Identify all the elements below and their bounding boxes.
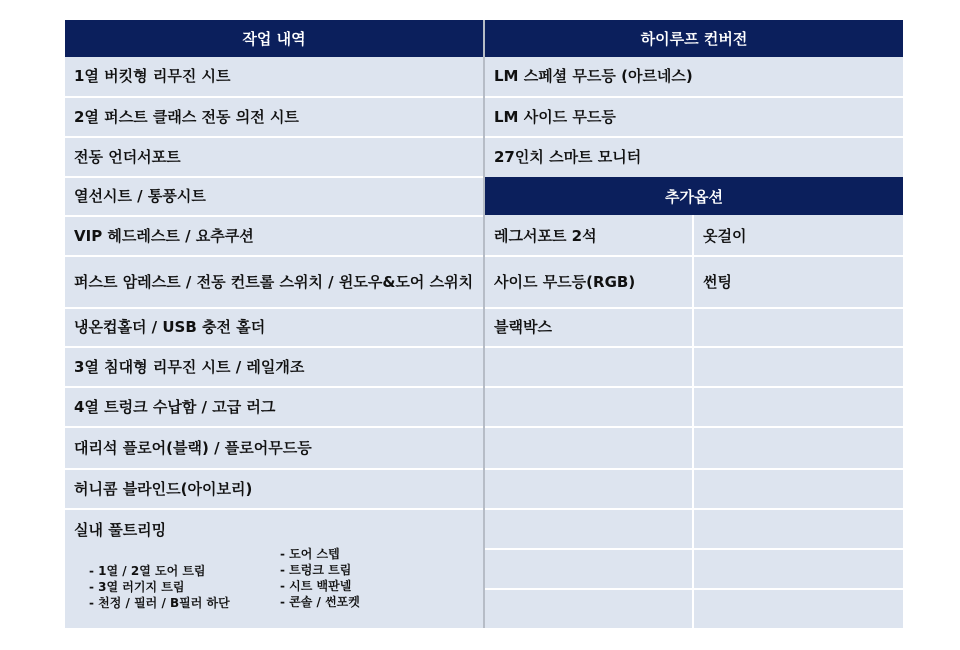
work-item-11: 허니콤 블라인드(아이보리) [74,479,253,498]
trimming-subitem: - 1열 / 2열 도어 트림 [89,564,206,578]
work-item-1: 1열 버킷형 리무진 시트 [74,67,231,85]
trimming-subitem: - 트렁크 트림 [280,563,352,577]
high-roof-item-1: LM 스페셜 무드등 (아르네스) [494,67,693,85]
trimming-subitem: - 시트 백판넬 [280,579,352,593]
work-item-12: 실내 풀트리밍 [74,520,167,539]
work-item-9: 4열 트렁크 수납함 / 고급 러그 [74,397,276,416]
option-item: 썬팅 [703,272,732,291]
option-item: 레그서포트 2석 [494,226,597,245]
work-item-3: 전동 언더서포트 [74,147,181,166]
option-item: 옷걸이 [703,226,747,245]
work-item-10: 대리석 플로어(블랙) / 플로어무드등 [74,438,312,457]
trimming-subitem: - 도어 스텝 [280,547,340,561]
trimming-sublist-left [89,563,230,611]
work-item-2: 2열 퍼스트 클래스 전동 의전 시트 [74,107,299,126]
work-item-6: 퍼스트 암레스트 / 전동 컨트롤 스위치 / 윈도우&도어 스위치 [74,272,474,291]
work-history-header: 작업 내역 [65,20,483,57]
work-item-7: 냉온컵홀더 / USB 충전 홀더 [74,318,266,336]
work-item-5: VIP 헤드레스트 / 요추쿠션 [74,226,254,245]
trimming-subitem: - 3열 러기지 트림 [89,580,185,594]
trimming-subitem: - 천정 / 필러 / B필러 하단 [89,596,230,610]
high-roof-header: 하이루프 컨버전 [485,20,903,57]
high-roof-item-2: LM 사이드 무드등 [494,107,616,126]
high-roof-item-3: 27인치 스마트 모니터 [494,148,642,166]
option-item: 블랙박스 [494,318,552,336]
option-item: 사이드 무드등(RGB) [494,272,636,291]
work-item-4: 열선시트 / 통풍시트 [74,187,206,205]
work-item-8: 3열 침대형 리무진 시트 / 레일개조 [74,357,305,376]
options-header: 추가옵션 [485,177,903,215]
trimming-sublist-right [280,546,360,610]
spec-table [65,20,903,628]
trimming-subitem: - 콘솔 / 썬포켓 [280,595,360,609]
